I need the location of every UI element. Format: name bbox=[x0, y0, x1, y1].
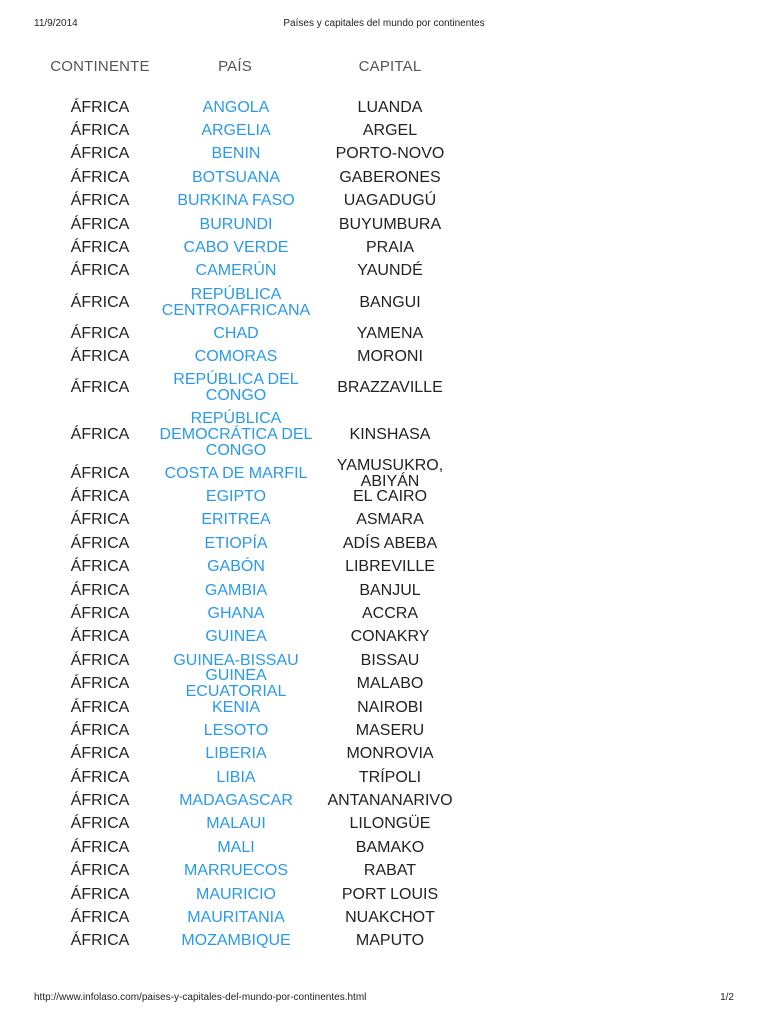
country-link[interactable]: ANGOLA bbox=[202, 98, 270, 116]
capital-cell: BUYUMBURA bbox=[338, 215, 442, 233]
country-link[interactable]: GAMBIA bbox=[204, 581, 268, 599]
column-header-continent: CONTINENTE bbox=[50, 58, 150, 75]
country-link[interactable]: BURUNDI bbox=[199, 215, 273, 233]
table-row bbox=[0, 696, 768, 719]
capital-cell: BANJUL bbox=[359, 581, 421, 599]
table-row bbox=[0, 213, 768, 236]
table-row bbox=[0, 555, 768, 578]
capital-cell: BANGUI bbox=[359, 293, 421, 311]
continent-cell: ÁFRICA bbox=[70, 628, 130, 646]
continent-cell: ÁFRICA bbox=[70, 464, 130, 482]
table-row bbox=[0, 96, 768, 119]
continent-cell: ÁFRICA bbox=[70, 348, 130, 366]
continent-cell: ÁFRICA bbox=[70, 379, 130, 397]
capital-cell: MASERU bbox=[355, 721, 425, 739]
capital-cell: ASMARA bbox=[356, 511, 424, 529]
capital-cell: RABAT bbox=[363, 862, 417, 880]
table-row bbox=[0, 883, 768, 906]
country-link[interactable]: GUINEA-BISSAU bbox=[173, 651, 299, 669]
continent-cell: ÁFRICA bbox=[70, 168, 130, 186]
country-link[interactable]: KENIA bbox=[211, 698, 260, 716]
continent-cell: ÁFRICA bbox=[70, 192, 130, 210]
continent-cell: ÁFRICA bbox=[70, 98, 130, 116]
capital-cell: NAIROBI bbox=[357, 698, 423, 716]
table-row bbox=[0, 766, 768, 789]
continent-cell: ÁFRICA bbox=[70, 932, 130, 950]
table-row bbox=[0, 485, 768, 508]
continent-cell: ÁFRICA bbox=[70, 558, 130, 576]
column-header-capital: CAPITAL bbox=[358, 58, 422, 75]
continent-cell: ÁFRICA bbox=[70, 792, 130, 810]
table-row bbox=[0, 813, 768, 836]
continent-cell: ÁFRICA bbox=[70, 215, 130, 233]
table-row bbox=[0, 906, 768, 929]
print-date: 11/9/2014 bbox=[34, 18, 78, 29]
table-row bbox=[0, 322, 768, 345]
capital-cell: EL CAIRO bbox=[352, 487, 428, 505]
continent-cell: ÁFRICA bbox=[70, 838, 130, 856]
column-header-country: PAÍS bbox=[218, 58, 252, 75]
capital-cell: PORT LOUIS bbox=[341, 885, 439, 903]
capital-cell: BRAZZAVILLE bbox=[337, 379, 443, 397]
countries-table bbox=[0, 96, 768, 953]
table-row bbox=[0, 283, 768, 322]
table-row bbox=[0, 260, 768, 283]
capital-cell: ADÍS ABEBA bbox=[342, 534, 438, 552]
continent-cell: ÁFRICA bbox=[70, 768, 130, 786]
country-link[interactable]: MALAUI bbox=[206, 815, 266, 833]
capital-cell: YAMENA bbox=[356, 324, 424, 342]
continent-cell: ÁFRICA bbox=[70, 604, 130, 622]
table-row bbox=[0, 626, 768, 649]
country-link[interactable]: LESOTO bbox=[203, 721, 269, 739]
continent-cell: ÁFRICA bbox=[70, 651, 130, 669]
capital-cell: KINSHASA bbox=[349, 425, 431, 443]
country-link[interactable]: MALI bbox=[217, 838, 255, 856]
table-row bbox=[0, 456, 768, 490]
table-row bbox=[0, 602, 768, 625]
continent-cell: ÁFRICA bbox=[70, 293, 130, 311]
country-link[interactable]: REPÚBLICA CENTROAFRICANA bbox=[161, 285, 311, 319]
capital-cell: TRÍPOLI bbox=[358, 768, 422, 786]
capital-cell: CONAKRY bbox=[350, 628, 430, 646]
continent-cell: ÁFRICA bbox=[70, 145, 130, 163]
page-footer bbox=[0, 990, 768, 1020]
country-link[interactable]: EGIPTO bbox=[205, 487, 267, 505]
continent-cell: ÁFRICA bbox=[70, 324, 130, 342]
country-link[interactable]: ERITREA bbox=[201, 511, 271, 529]
country-link[interactable]: REPÚBLICA DEMOCRÁTICA DEL CONGO bbox=[159, 409, 313, 459]
country-link[interactable]: MARRUECOS bbox=[183, 862, 288, 880]
table-row bbox=[0, 649, 768, 672]
capital-cell: YAMUSUKRO, ABIYÁN bbox=[336, 456, 444, 490]
continent-cell: ÁFRICA bbox=[70, 815, 130, 833]
continent-cell: ÁFRICA bbox=[70, 239, 130, 257]
continent-cell: ÁFRICA bbox=[70, 534, 130, 552]
table-row bbox=[0, 930, 768, 953]
table-header bbox=[0, 58, 768, 84]
country-link[interactable]: ARGELIA bbox=[201, 122, 271, 140]
capital-cell: PORTO-NOVO bbox=[335, 145, 445, 163]
table-row bbox=[0, 369, 768, 408]
capital-cell: MONROVIA bbox=[346, 745, 434, 763]
country-link[interactable]: BENIN bbox=[211, 145, 261, 163]
country-link[interactable]: REPÚBLICA DEL CONGO bbox=[173, 371, 299, 405]
country-link[interactable]: GHANA bbox=[207, 604, 265, 622]
source-url: http://www.infolaso.com/paises-y-capitales-del-mundo-por-continentes.html bbox=[34, 992, 367, 1003]
country-link[interactable]: LIBERIA bbox=[205, 745, 267, 763]
continent-cell: ÁFRICA bbox=[70, 862, 130, 880]
page-title: Países y capitales del mundo por continentes bbox=[283, 18, 485, 29]
country-link[interactable]: BURKINA FASO bbox=[177, 192, 295, 210]
table-row bbox=[0, 719, 768, 742]
table-row bbox=[0, 346, 768, 369]
country-link[interactable]: GUINEA ECUATORIAL bbox=[185, 667, 287, 701]
country-link[interactable]: CABO VERDE bbox=[183, 239, 289, 257]
country-link[interactable]: MADAGASCAR bbox=[179, 792, 293, 810]
continent-cell: ÁFRICA bbox=[70, 745, 130, 763]
continent-cell: ÁFRICA bbox=[70, 425, 130, 443]
capital-cell: MORONI bbox=[357, 348, 423, 366]
table-row bbox=[0, 408, 768, 462]
capital-cell: ACCRA bbox=[361, 604, 418, 622]
table-row bbox=[0, 667, 768, 701]
table-row bbox=[0, 119, 768, 142]
capital-cell: LIBREVILLE bbox=[345, 558, 435, 576]
table-row bbox=[0, 579, 768, 602]
continent-cell: ÁFRICA bbox=[70, 487, 130, 505]
continent-cell: ÁFRICA bbox=[70, 122, 130, 140]
capital-cell: YAUNDÉ bbox=[357, 262, 423, 280]
continent-cell: ÁFRICA bbox=[70, 909, 130, 927]
country-link[interactable]: ETIOPÍA bbox=[204, 534, 268, 552]
country-link[interactable]: GUINEA bbox=[205, 628, 267, 646]
capital-cell: ARGEL bbox=[362, 122, 418, 140]
page-header bbox=[0, 0, 768, 48]
table-row bbox=[0, 143, 768, 166]
country-link[interactable]: CHAD bbox=[213, 324, 259, 342]
table-row bbox=[0, 509, 768, 532]
capital-cell: LILONGÜE bbox=[349, 815, 431, 833]
country-link[interactable]: COSTA DE MARFIL bbox=[164, 464, 308, 482]
country-link[interactable]: MOZAMBIQUE bbox=[181, 932, 291, 950]
continent-cell: ÁFRICA bbox=[70, 581, 130, 599]
capital-cell: MALABO bbox=[356, 675, 424, 693]
continent-cell: ÁFRICA bbox=[70, 675, 130, 693]
country-link[interactable]: MAURICIO bbox=[196, 885, 276, 903]
country-link[interactable]: CAMERÚN bbox=[195, 262, 277, 280]
capital-cell: MAPUTO bbox=[355, 932, 425, 950]
capital-cell: ANTANANARIVO bbox=[327, 792, 453, 810]
country-link[interactable]: GABÓN bbox=[207, 558, 265, 576]
country-link[interactable]: COMORAS bbox=[194, 348, 278, 366]
capital-cell: UAGADUGÚ bbox=[343, 192, 437, 210]
page-number: 1/2 bbox=[720, 992, 734, 1003]
country-link[interactable]: MAURITANIA bbox=[187, 909, 285, 927]
continent-cell: ÁFRICA bbox=[70, 511, 130, 529]
table-row bbox=[0, 836, 768, 859]
table-row bbox=[0, 190, 768, 213]
table-row bbox=[0, 166, 768, 189]
continent-cell: ÁFRICA bbox=[70, 262, 130, 280]
capital-cell: NUAKCHOT bbox=[345, 909, 435, 927]
table-row bbox=[0, 789, 768, 812]
capital-cell: BISSAU bbox=[360, 651, 420, 669]
capital-cell: LUANDA bbox=[357, 98, 423, 116]
table-row bbox=[0, 532, 768, 555]
continent-cell: ÁFRICA bbox=[70, 721, 130, 739]
capital-cell: BAMAKO bbox=[355, 838, 425, 856]
capital-cell: PRAIA bbox=[365, 239, 414, 257]
capital-cell: GABERONES bbox=[339, 168, 441, 186]
table-row bbox=[0, 236, 768, 259]
country-link[interactable]: LIBIA bbox=[216, 768, 256, 786]
continent-cell: ÁFRICA bbox=[70, 698, 130, 716]
table-row bbox=[0, 860, 768, 883]
country-link[interactable]: BOTSUANA bbox=[191, 168, 280, 186]
table-row bbox=[0, 743, 768, 766]
continent-cell: ÁFRICA bbox=[70, 885, 130, 903]
